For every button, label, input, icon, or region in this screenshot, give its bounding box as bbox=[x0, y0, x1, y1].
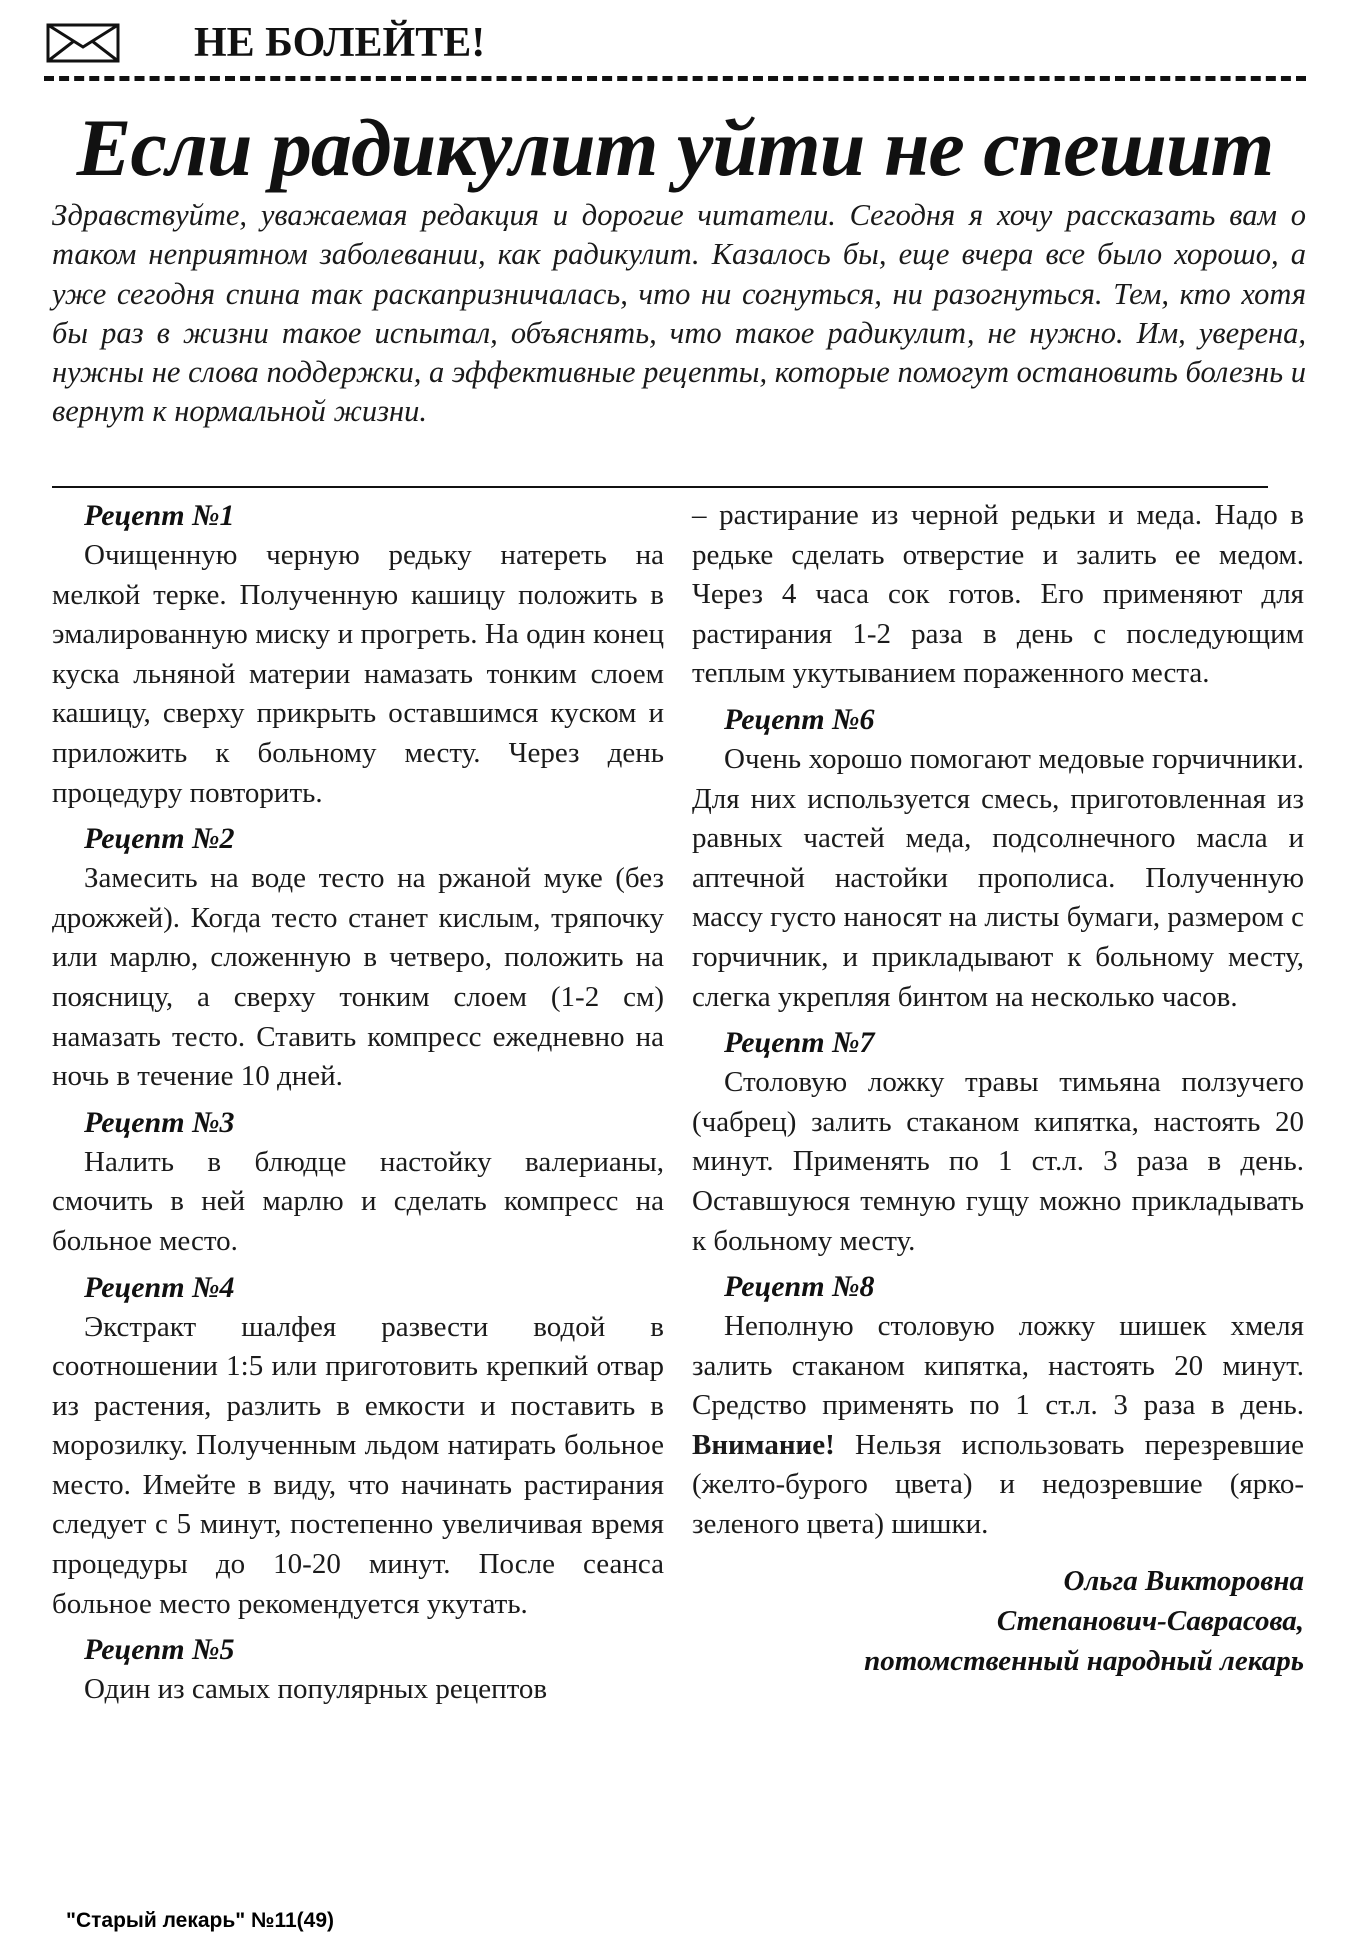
publication-source: "Старый лекарь" №11(49) bbox=[66, 1909, 335, 1932]
author-signature bbox=[692, 1561, 1304, 1681]
recipe-5-title: Рецепт №5 bbox=[84, 1633, 235, 1667]
right-column bbox=[692, 496, 1304, 1681]
left-column bbox=[52, 496, 664, 1716]
recipe-2-title: Рецепт №2 bbox=[84, 822, 235, 856]
article-title: Если радикулит уйти не спешит bbox=[76, 102, 1274, 193]
recipe-4-title: Рецепт №4 bbox=[84, 1270, 235, 1304]
recipe-3-text: Налить в блюдце настойку валерианы, смочить в ней марлю и сделать компресс на больное место. bbox=[52, 1145, 664, 1257]
recipe-2-text: Замесить на воде тесто на ржаной муке (без дрожжей). Когда тесто станет кислым, тряпочку или марлю, сложенную в четверо, положить на поясницу, а сверху тонким слоем (1-2 см) намазать тесто. Ставить компресс ежедневно на ночь в течение 10 дней. bbox=[52, 862, 664, 1093]
recipe-4-text: Экстракт шалфея развести водой в соотношении 1:5 или приготовить крепкий отвар из растения, разлить в емкости и поставить в морозилку. Полученным льдом натирать больное место. Имейте в виду, что начинать растирания следует с 5 минут, постепенно увеличивая время процедуры до 10-20 минут. После сеанса больное место рекомендуется укутать. bbox=[52, 1310, 664, 1620]
envelope-icon bbox=[46, 23, 120, 63]
recipe-8-title: Рецепт №8 bbox=[724, 1270, 875, 1304]
dashed-divider bbox=[44, 76, 1306, 81]
section-rubric: НЕ БОЛЕЙТЕ! bbox=[194, 20, 486, 66]
recipe-6-title: Рецепт №6 bbox=[724, 702, 875, 736]
recipe-7-text: Столовую ложку травы тимьяна ползучего (чабрец) залить стаканом кипятка, настоять 20 минут. Применять по 1 ст.л. 3 раза в день. Оставшуюся темную гущу можно прикладывать к больному месту. bbox=[692, 1066, 1304, 1257]
recipe-8-warning: Внимание! bbox=[692, 1428, 835, 1461]
recipe-1-title: Рецепт №1 bbox=[84, 499, 235, 532]
author-surname: Степанович-Саврасова, bbox=[996, 1604, 1304, 1637]
recipe-7-title: Рецепт №7 bbox=[724, 1026, 875, 1060]
recipe-8-text-a: Неполную столовую ложку шишек хмеля залить стаканом кипятка, настоять 20 минут. Средство применять по 1 ст.л. 3 раза в день. bbox=[692, 1310, 1304, 1422]
author-name: Ольга Викторовна bbox=[1063, 1564, 1304, 1597]
recipe-1-text: Очищенную черную редьку натереть на мелкой терке. Полученную кашицу положить в эмалированную миску и прогреть. На один конец куска льняной материи намазать тонким слоем кашицу, сверху прикрыть оставшимся куском и приложить к больному месту. Через день процедуру повторить. bbox=[52, 539, 664, 809]
article-intro: Здравствуйте, уважаемая редакция и дорогие читатели. Сегодня я хочу рассказать вам о таком неприятном заболевании, как радикулит. Казалось бы, еще вчера все было хорошо, а уже сегодня спина так раскапризничалась, что ни согнуться, ни разогнуться. Тем, кто хотя бы раз в жизни такое испытал, объяснять, что такое радикулит, не нужно. Им, уверена, нужны не слова поддержки, а эффективные рецепты, которые помогут остановить болезнь и вернут к нормальной жизни. bbox=[52, 198, 1306, 429]
intro-divider bbox=[52, 486, 1268, 488]
recipe-5-text-end: – растирание из черной редьки и меда. Надо в редьке сделать отверстие и залить ее медом. Через 4 часа сок готов. Его применяют для растирания 1-2 раза в день с последующим теплым укутыванием пораженного места. bbox=[692, 499, 1304, 690]
recipe-8-text bbox=[692, 1307, 1304, 1545]
recipe-5-text-start: Один из самых популярных рецептов bbox=[84, 1673, 548, 1706]
recipe-8-text-b: Нельзя использовать перезревшие (желто-бурого цвета) и недозревшие (ярко-зеленого цвета) шишки. bbox=[692, 1428, 1304, 1541]
author-title: потомственный народный лекарь bbox=[864, 1644, 1304, 1677]
recipe-3-title: Рецепт №3 bbox=[84, 1105, 235, 1139]
section-header bbox=[46, 18, 485, 68]
recipe-6-text: Очень хорошо помогают медовые горчичники. Для них используется смесь, приготовленная из равных частей меда, подсолнечного масла и аптечной настойки прополиса. Полученную массу густо наносят на листы бумаги, размером с горчичник, и прикладывают к больному месту, слегка укрепляя бинтом на несколько часов. bbox=[692, 742, 1304, 1013]
